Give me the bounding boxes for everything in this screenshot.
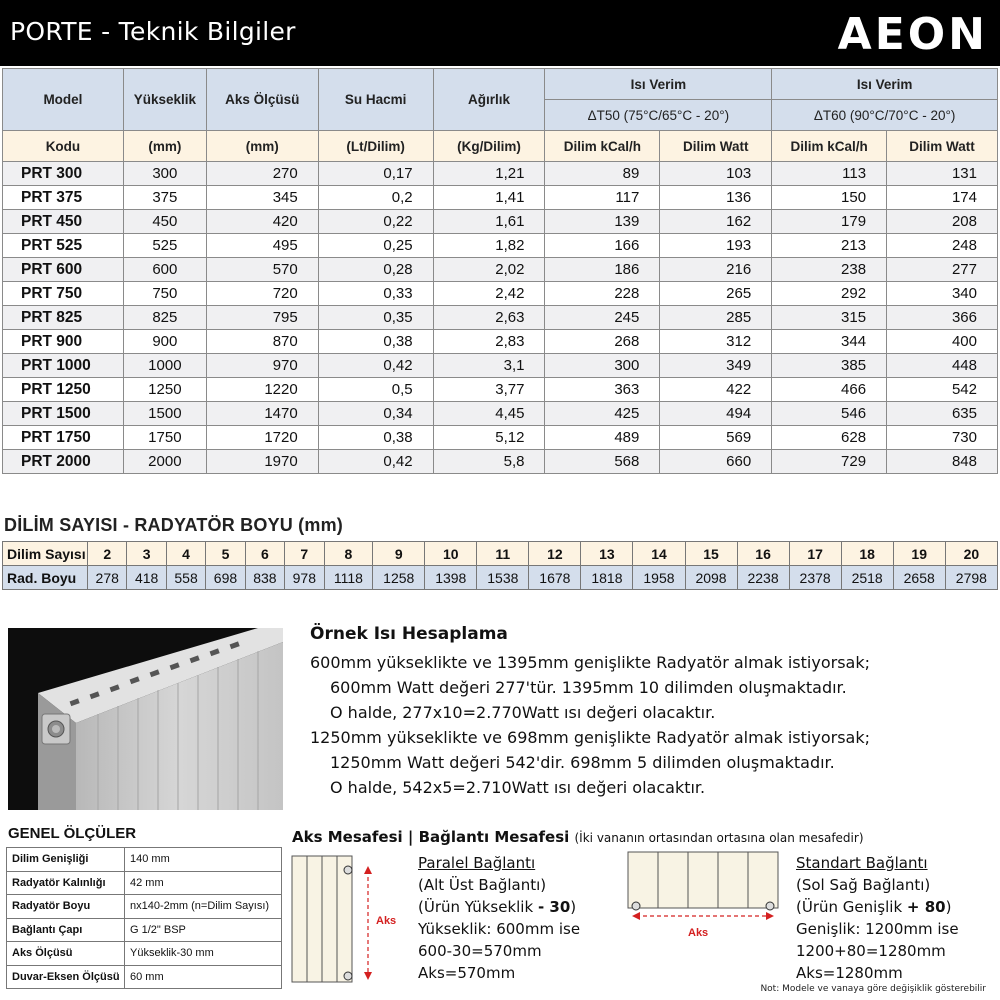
table-cell: 628 xyxy=(772,426,887,450)
table-cell: 150 xyxy=(772,186,887,210)
table-cell: 340 xyxy=(887,282,998,306)
table-cell: 1220 xyxy=(206,378,318,402)
table-cell: 349 xyxy=(660,354,772,378)
radiator-length-cell: 2518 xyxy=(841,566,893,590)
page-header xyxy=(0,0,1000,66)
radiator-photo xyxy=(8,628,283,810)
standard-title: Standart Bağlantı xyxy=(796,854,928,872)
slice-count-cell: 10 xyxy=(425,542,477,566)
table-cell: 635 xyxy=(887,402,998,426)
example-line: 1250mm Watt değeri 542'dir. 698mm 5 dilimden oluşmaktadır. xyxy=(330,753,835,772)
standard-line: (Sol Sağ Bağlantı) xyxy=(796,876,931,894)
table-cell: 113 xyxy=(772,162,887,186)
table-row xyxy=(3,258,998,282)
table-cell: 1970 xyxy=(206,450,318,474)
slice-count-cell: 8 xyxy=(324,542,373,566)
table-row xyxy=(3,186,998,210)
table-cell: 375 xyxy=(123,186,206,210)
dt50-label: ΔT50 (75°C/65°C - 20°) xyxy=(545,100,772,131)
table-cell: 546 xyxy=(772,402,887,426)
table-cell: 292 xyxy=(772,282,887,306)
radiator-length-cell: 1538 xyxy=(477,566,529,590)
table-cell: 270 xyxy=(206,162,318,186)
example-line: 600mm Watt değeri 277'tür. 1395mm 10 dilimden oluşmaktadır. xyxy=(330,678,847,697)
slice-count-cell: 16 xyxy=(737,542,789,566)
parallel-line: (Alt Üst Bağlantı) xyxy=(418,876,547,894)
table-cell: 268 xyxy=(545,330,660,354)
table-cell: 900 xyxy=(123,330,206,354)
table-cell: 1,21 xyxy=(433,162,545,186)
table-cell: 179 xyxy=(772,210,887,234)
table-row xyxy=(7,871,282,895)
table-row xyxy=(3,330,998,354)
unit-header: (Kg/Dilim) xyxy=(433,131,545,162)
table-cell: 0,34 xyxy=(318,402,433,426)
slice-count-cell: 17 xyxy=(789,542,841,566)
table-cell: 0,25 xyxy=(318,234,433,258)
dimension-value: G 1/2" BSP xyxy=(125,918,282,942)
table-cell: 569 xyxy=(660,426,772,450)
dimension-value: Yükseklik-30 mm xyxy=(125,942,282,966)
table-cell: 3,1 xyxy=(433,354,545,378)
col-header-axis: Aks Ölçüsü xyxy=(206,69,318,131)
table-cell: 315 xyxy=(772,306,887,330)
model-code: PRT 450 xyxy=(3,210,124,234)
radiator-length-cell: 2798 xyxy=(945,566,997,590)
model-code: PRT 375 xyxy=(3,186,124,210)
table-row xyxy=(3,354,998,378)
parallel-formula-a: (Ürün Yükseklik xyxy=(418,898,538,916)
table-cell: 2,42 xyxy=(433,282,545,306)
model-code: PRT 750 xyxy=(3,282,124,306)
col-header-height: Yükseklik xyxy=(123,69,206,131)
table-row xyxy=(7,942,282,966)
table-cell: 213 xyxy=(772,234,887,258)
table-cell: 0,42 xyxy=(318,450,433,474)
slice-count-cell: 6 xyxy=(245,542,284,566)
table-cell: 420 xyxy=(206,210,318,234)
slice-count-cell: 15 xyxy=(685,542,737,566)
radiator-length-cell: 1398 xyxy=(425,566,477,590)
brand-logo: AEON xyxy=(837,9,988,60)
table-cell: 848 xyxy=(887,450,998,474)
table-cell: 1750 xyxy=(123,426,206,450)
table-cell: 600 xyxy=(123,258,206,282)
general-dimensions-title: GENEL ÖLÇÜLER xyxy=(8,825,137,842)
aks-title-text: Aks Mesafesi | Bağlantı Mesafesi xyxy=(292,828,570,846)
table-cell: 345 xyxy=(206,186,318,210)
page-title: PORTE - Teknik Bilgiler xyxy=(10,17,296,46)
dimension-value: 60 mm xyxy=(125,965,282,989)
table-cell: 174 xyxy=(887,186,998,210)
table-cell: 1,82 xyxy=(433,234,545,258)
table-cell: 139 xyxy=(545,210,660,234)
table-cell: 312 xyxy=(660,330,772,354)
table-cell: 5,8 xyxy=(433,450,545,474)
aks-label-standard: Aks xyxy=(688,927,709,939)
table-cell: 277 xyxy=(887,258,998,282)
parallel-line: 600-30=570mm xyxy=(418,942,542,960)
table-row xyxy=(3,210,998,234)
model-code: PRT 525 xyxy=(3,234,124,258)
table-row xyxy=(3,162,998,186)
table-cell: 795 xyxy=(206,306,318,330)
table-row xyxy=(3,450,998,474)
table-cell: 385 xyxy=(772,354,887,378)
model-code: PRT 2000 xyxy=(3,450,124,474)
parallel-line: Aks=570mm xyxy=(418,964,516,982)
dimension-value: 140 mm xyxy=(125,848,282,872)
parallel-formula-b: - 30 xyxy=(537,898,571,916)
col-header-model: Model xyxy=(3,69,124,131)
radiator-length-cell: 1818 xyxy=(581,566,633,590)
unit-header: Dilim Watt xyxy=(887,131,998,162)
col-header-weight: Ağırlık xyxy=(433,69,545,131)
table-cell: 1,41 xyxy=(433,186,545,210)
table-row xyxy=(3,426,998,450)
table-cell: 870 xyxy=(206,330,318,354)
table-cell: 0,42 xyxy=(318,354,433,378)
table-cell: 136 xyxy=(660,186,772,210)
table-row xyxy=(3,306,998,330)
table-cell: 0,33 xyxy=(318,282,433,306)
radiator-length-cell: 698 xyxy=(206,566,245,590)
slice-count-cell: 4 xyxy=(166,542,205,566)
parallel-title: Paralel Bağlantı xyxy=(418,854,536,872)
parallel-formula xyxy=(418,896,580,918)
table-cell: 970 xyxy=(206,354,318,378)
table-cell: 186 xyxy=(545,258,660,282)
model-code: PRT 825 xyxy=(3,306,124,330)
model-code: PRT 1750 xyxy=(3,426,124,450)
standard-formula-b: + 80 xyxy=(906,898,946,916)
slice-count-cell: 12 xyxy=(529,542,581,566)
parallel-formula-c: ) xyxy=(570,898,577,916)
table-row xyxy=(7,848,282,872)
table-cell: 542 xyxy=(887,378,998,402)
table-cell: 425 xyxy=(545,402,660,426)
table-cell: 422 xyxy=(660,378,772,402)
slice-count-cell: 5 xyxy=(206,542,245,566)
table-cell: 238 xyxy=(772,258,887,282)
example-calculation xyxy=(310,624,990,800)
table-cell: 1500 xyxy=(123,402,206,426)
table-cell: 568 xyxy=(545,450,660,474)
table-cell: 1000 xyxy=(123,354,206,378)
table-cell: 1470 xyxy=(206,402,318,426)
table-cell: 162 xyxy=(660,210,772,234)
table-cell: 494 xyxy=(660,402,772,426)
table-cell: 729 xyxy=(772,450,887,474)
standard-connection-diagram xyxy=(624,850,784,940)
table-cell: 228 xyxy=(545,282,660,306)
standard-line: Genişlik: 1200mm ise xyxy=(796,920,959,938)
general-dimensions-table xyxy=(6,847,282,989)
slice-count-cell: 19 xyxy=(893,542,945,566)
table-cell: 2,02 xyxy=(433,258,545,282)
dimension-label: Radyatör Boyu xyxy=(7,895,125,919)
table-cell: 5,12 xyxy=(433,426,545,450)
table-cell: 0,38 xyxy=(318,426,433,450)
dimension-label: Radyatör Kalınlığı xyxy=(7,871,125,895)
table-cell: 448 xyxy=(887,354,998,378)
col-header-heat-dt60: Isı Verim xyxy=(772,69,998,100)
radiator-length-cell: 2658 xyxy=(893,566,945,590)
table-row xyxy=(7,918,282,942)
dt60-label: ΔT60 (90°C/70°C - 20°) xyxy=(772,100,998,131)
length-row-label: Rad. Boyu xyxy=(3,566,88,590)
table-cell: 193 xyxy=(660,234,772,258)
col-header-water: Su Hacmi xyxy=(318,69,433,131)
table-cell: 2,63 xyxy=(433,306,545,330)
example-title: Örnek Isı Hesaplama xyxy=(310,624,508,644)
unit-header: (mm) xyxy=(123,131,206,162)
standard-connection-text xyxy=(796,852,959,984)
dimension-label: Dilim Genişliği xyxy=(7,848,125,872)
radiator-length-cell: 838 xyxy=(245,566,284,590)
slice-count-cell: 2 xyxy=(88,542,127,566)
dilim-title: DİLİM SAYISI - RADYATÖR BOYU (mm) xyxy=(4,515,343,535)
table-cell: 825 xyxy=(123,306,206,330)
unit-header: Dilim Watt xyxy=(660,131,772,162)
table-cell: 1720 xyxy=(206,426,318,450)
table-row xyxy=(3,282,998,306)
dimension-label: Bağlantı Çapı xyxy=(7,918,125,942)
technical-table xyxy=(2,68,998,474)
example-line: 600mm yükseklikte ve 1395mm genişlikte Radyatör almak istiyorsak; xyxy=(310,653,870,672)
radiator-length-cell: 1678 xyxy=(529,566,581,590)
example-line: 1250mm yükseklikte ve 698mm genişlikte Radyatör almak istiyorsak; xyxy=(310,728,870,747)
table-cell: 366 xyxy=(887,306,998,330)
table-row xyxy=(3,402,998,426)
radiator-length-cell: 558 xyxy=(166,566,205,590)
table-cell: 1250 xyxy=(123,378,206,402)
radiator-length-cell: 418 xyxy=(127,566,166,590)
col-header-heat-dt50: Isı Verim xyxy=(545,69,772,100)
standard-formula-a: (Ürün Genişlik xyxy=(796,898,907,916)
radiator-illustration xyxy=(8,628,283,810)
slice-count-cell: 13 xyxy=(581,542,633,566)
table-cell: 750 xyxy=(123,282,206,306)
model-code: PRT 300 xyxy=(3,162,124,186)
radiator-length-cell: 978 xyxy=(285,566,324,590)
footnote: Not: Modele ve vanaya göre değişiklik gösterebilir xyxy=(760,984,986,994)
table-cell: 0,5 xyxy=(318,378,433,402)
model-code: PRT 1500 xyxy=(3,402,124,426)
standard-formula-c: ) xyxy=(945,898,952,916)
table-cell: 466 xyxy=(772,378,887,402)
slice-count-cell: 9 xyxy=(373,542,425,566)
slice-count-cell: 20 xyxy=(945,542,997,566)
dilim-row-label: Dilim Sayısı xyxy=(3,542,88,566)
table-cell: 730 xyxy=(887,426,998,450)
aks-note: (İki vananın ortasından ortasına olan mesafedir) xyxy=(574,831,864,845)
table-cell: 103 xyxy=(660,162,772,186)
table-cell: 300 xyxy=(123,162,206,186)
standard-line: Aks=1280mm xyxy=(796,964,903,982)
aks-title xyxy=(292,828,864,846)
dimension-label: Aks Ölçüsü xyxy=(7,942,125,966)
radiator-length-cell: 2098 xyxy=(685,566,737,590)
dilim-table xyxy=(2,541,998,590)
table-cell: 2,83 xyxy=(433,330,545,354)
table-cell: 0,28 xyxy=(318,258,433,282)
model-code: PRT 1000 xyxy=(3,354,124,378)
dimension-value: 42 mm xyxy=(125,871,282,895)
example-line: O halde, 277x10=2.770Watt ısı değeri olacaktır. xyxy=(330,703,716,722)
table-cell: 363 xyxy=(545,378,660,402)
table-cell: 400 xyxy=(887,330,998,354)
table-cell: 3,77 xyxy=(433,378,545,402)
table-cell: 0,17 xyxy=(318,162,433,186)
table-cell: 245 xyxy=(545,306,660,330)
slice-count-cell: 14 xyxy=(633,542,685,566)
table-cell: 117 xyxy=(545,186,660,210)
table-cell: 1,61 xyxy=(433,210,545,234)
table-cell: 489 xyxy=(545,426,660,450)
table-cell: 216 xyxy=(660,258,772,282)
table-cell: 495 xyxy=(206,234,318,258)
table-cell: 2000 xyxy=(123,450,206,474)
parallel-connection-text xyxy=(418,852,580,984)
unit-header: (mm) xyxy=(206,131,318,162)
table-cell: 450 xyxy=(123,210,206,234)
radiator-length-cell: 2238 xyxy=(737,566,789,590)
table-cell: 300 xyxy=(545,354,660,378)
table-cell: 570 xyxy=(206,258,318,282)
table-cell: 248 xyxy=(887,234,998,258)
table-cell: 89 xyxy=(545,162,660,186)
slice-count-cell: 11 xyxy=(477,542,529,566)
radiator-length-cell: 278 xyxy=(88,566,127,590)
parallel-connection-diagram xyxy=(286,852,406,987)
table-cell: 660 xyxy=(660,450,772,474)
model-code: PRT 900 xyxy=(3,330,124,354)
unit-header: Dilim kCal/h xyxy=(772,131,887,162)
radiator-length-cell: 1258 xyxy=(373,566,425,590)
table-cell: 285 xyxy=(660,306,772,330)
standard-line: 1200+80=1280mm xyxy=(796,942,946,960)
radiator-length-cell: 1958 xyxy=(633,566,685,590)
slice-count-cell: 3 xyxy=(127,542,166,566)
unit-header: Kodu xyxy=(3,131,124,162)
table-cell: 166 xyxy=(545,234,660,258)
dimension-label: Duvar-Eksen Ölçüsü xyxy=(7,965,125,989)
table-cell: 208 xyxy=(887,210,998,234)
table-cell: 4,45 xyxy=(433,402,545,426)
dimension-value: nx140-2mm (n=Dilim Sayısı) xyxy=(125,895,282,919)
example-line: O halde, 542x5=2.710Watt ısı değeri olacaktır. xyxy=(330,778,706,797)
table-cell: 0,38 xyxy=(318,330,433,354)
slice-count-cell: 7 xyxy=(285,542,324,566)
radiator-length-cell: 1118 xyxy=(324,566,373,590)
parallel-line: Yükseklik: 600mm ise xyxy=(418,920,581,938)
model-code: PRT 600 xyxy=(3,258,124,282)
model-code: PRT 1250 xyxy=(3,378,124,402)
table-row xyxy=(3,234,998,258)
slice-count-cell: 18 xyxy=(841,542,893,566)
unit-header: Dilim kCal/h xyxy=(545,131,660,162)
table-cell: 0,22 xyxy=(318,210,433,234)
table-cell: 0,35 xyxy=(318,306,433,330)
table-cell: 525 xyxy=(123,234,206,258)
aks-label-parallel: Aks xyxy=(376,915,397,927)
table-cell: 0,2 xyxy=(318,186,433,210)
table-cell: 265 xyxy=(660,282,772,306)
table-row xyxy=(7,895,282,919)
table-row xyxy=(7,965,282,989)
standard-formula xyxy=(796,896,959,918)
table-row xyxy=(3,378,998,402)
table-cell: 131 xyxy=(887,162,998,186)
radiator-length-cell: 2378 xyxy=(789,566,841,590)
table-cell: 344 xyxy=(772,330,887,354)
unit-header: (Lt/Dilim) xyxy=(318,131,433,162)
table-cell: 720 xyxy=(206,282,318,306)
